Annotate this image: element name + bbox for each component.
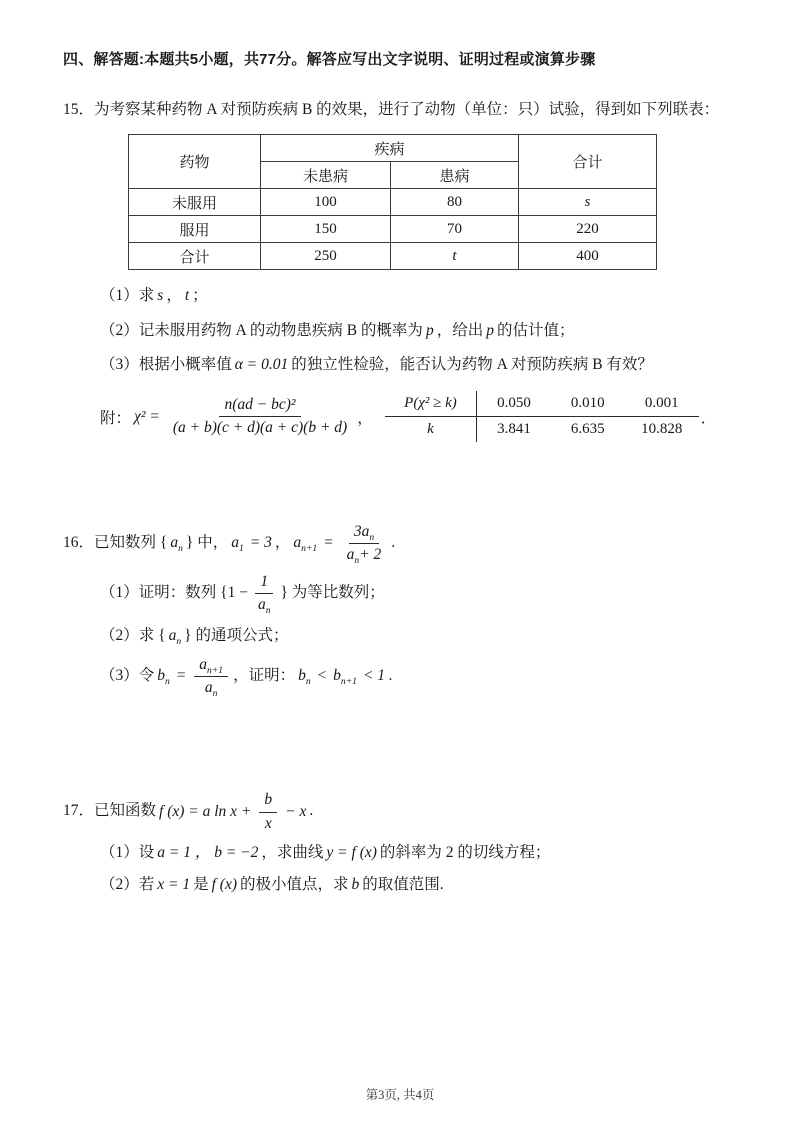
text-run: ； — [192, 287, 208, 305]
math-run: α = 0.01 — [234, 355, 289, 373]
question-15-2 — [100, 318, 758, 344]
text-run: 的斜率为 2 的切线方程； — [379, 843, 551, 861]
fraction-denominator — [342, 544, 387, 565]
row-label: 未服用 — [129, 189, 261, 216]
text-run: . — [309, 802, 314, 820]
question-17-2 — [100, 872, 758, 898]
text-run: 的极小值点，求 — [240, 876, 349, 894]
math-run: = — [323, 534, 334, 552]
fraction-denominator: (a + b)(c + d)(a + c)(b + d) — [172, 419, 348, 437]
fraction-numerator: n(ad − bc)² — [219, 395, 300, 417]
contingency-table — [128, 134, 657, 270]
text-run: } 中， — [185, 534, 229, 552]
math-run: f (x) — [211, 876, 238, 894]
math-run: − x — [285, 802, 307, 820]
subscript: n — [176, 635, 182, 647]
table-row — [129, 243, 657, 270]
fraction-numerator: 1 — [255, 572, 273, 594]
fraction-numerator: b — [259, 790, 277, 812]
th-ill: 患病 — [391, 162, 519, 189]
subscript: n — [178, 543, 183, 555]
math-run: + 2 — [359, 546, 382, 564]
math-run: f (x) = a ln x + — [159, 802, 252, 820]
chi-square-appendix — [100, 391, 758, 442]
math-var: b — [333, 667, 341, 685]
math-var: b — [351, 876, 360, 894]
table-row — [129, 216, 657, 243]
subscript: n — [265, 604, 271, 616]
cell-value: 10.828 — [641, 421, 683, 438]
cell-var-t: t — [391, 243, 519, 270]
math-var: a — [257, 595, 266, 613]
row-label: 服用 — [129, 216, 261, 243]
text-run: 16．已知数列 { — [63, 534, 168, 552]
math-var — [330, 667, 360, 688]
text-run: （1）证明：数列 {1 − — [100, 583, 248, 601]
cell-value: 100 — [261, 189, 391, 216]
math-var: p — [486, 321, 494, 339]
fraction-denominator — [200, 677, 223, 698]
math-var: a — [168, 626, 177, 644]
text-run: ， — [166, 287, 182, 305]
th-drug: 药物 — [129, 135, 261, 189]
fraction — [259, 790, 277, 833]
question-17-1 — [100, 840, 758, 866]
text-run: 17．已知函数 — [63, 802, 157, 820]
math-var — [154, 667, 173, 688]
chi-square-lhs: χ² = — [134, 407, 160, 425]
text-run: 的取值范围. — [362, 876, 444, 894]
problem-15 — [40, 95, 758, 442]
page-footer: 第3页, 共4页 — [365, 1088, 435, 1102]
math-var: a — [170, 534, 179, 552]
fraction — [194, 655, 228, 698]
text-run: } 为等比数列； — [280, 583, 385, 601]
math-run: a = 1 ， b = −2 — [157, 843, 259, 861]
math-var: t — [184, 287, 190, 305]
text-run: 是 — [193, 876, 209, 894]
subscript: n+1 — [340, 676, 357, 688]
text-run: （1）求 — [100, 287, 155, 305]
cell-value: 220 — [519, 216, 657, 243]
math-var — [167, 534, 186, 555]
table-row — [129, 189, 657, 216]
math-run: y = f (x) — [326, 843, 377, 861]
subscript: n+1 — [207, 665, 224, 677]
text-run: ， — [357, 409, 373, 427]
question-15-1 — [100, 283, 758, 309]
math-var — [166, 626, 185, 647]
subscript: n — [354, 555, 360, 567]
text-run: ， — [274, 534, 291, 552]
math-var — [290, 534, 320, 555]
question-16-2 — [100, 623, 758, 649]
fraction — [253, 572, 276, 615]
text-run: （3）根据小概率值 — [100, 355, 232, 373]
fraction-numerator — [194, 655, 228, 677]
text-run: 的独立性检验，能否认为药物 A 对预防疾病 B 有效？ — [291, 355, 653, 373]
text-run: ，证明： — [233, 667, 296, 685]
cell-value: 0.010 — [551, 391, 625, 417]
cell-value: 0.001 — [625, 391, 699, 417]
text-run: （2）求 { — [100, 626, 166, 644]
problem-16 — [40, 522, 758, 698]
question-15-3 — [100, 352, 758, 378]
math-var: s — [157, 287, 164, 305]
text-run: ，给出 — [436, 321, 484, 339]
critical-value-table — [385, 391, 699, 442]
text-run: （3）令 — [100, 667, 155, 685]
math-run: < — [316, 667, 328, 685]
math-var: b — [157, 667, 166, 685]
th-total: 合计 — [519, 135, 657, 189]
cell-value: 70 — [391, 216, 519, 243]
problem-15-intro: 15．为考察某种药物 A 对预防疾病 B 的效果，进行了动物（单位：只）试验，得到如下列联表： — [63, 101, 720, 118]
cell-value: 150 — [261, 216, 391, 243]
math-var: b — [298, 667, 306, 685]
math-var: a — [199, 656, 208, 674]
math-run: = 3 — [249, 534, 272, 552]
text-run: . — [391, 534, 396, 552]
math-run: x = 1 — [157, 876, 191, 894]
problem-16-intro — [63, 522, 758, 565]
fraction-numerator — [349, 522, 379, 544]
text-run: （1）设 — [100, 843, 155, 861]
subscript: 1 — [238, 543, 244, 555]
table-header-row — [129, 135, 657, 162]
th-disease: 疾病 — [261, 135, 519, 162]
subscript: n — [212, 688, 218, 700]
math-var: a — [204, 679, 213, 697]
row-label: 合计 — [129, 243, 261, 270]
subscript: n — [305, 676, 311, 688]
appendix-label: 附： — [100, 409, 132, 427]
cell-value: 250 — [261, 243, 391, 270]
subscript: n — [165, 676, 170, 688]
text-run: 的估计值； — [496, 321, 575, 339]
fraction — [342, 522, 387, 565]
cell-value: 0.050 — [477, 391, 551, 417]
math-var: a — [231, 534, 239, 552]
question-16-1 — [100, 572, 758, 615]
cell-value: 3.841 — [497, 421, 531, 438]
text-run: （2）若 — [100, 876, 155, 894]
math-var: a — [293, 534, 302, 552]
math-var: a — [346, 546, 355, 564]
math-run: < 1 . — [362, 667, 393, 685]
fraction-denominator — [253, 594, 276, 615]
text-run: ． — [700, 409, 717, 427]
cell-value: 6.635 — [570, 421, 605, 438]
cell-var-s: s — [519, 189, 657, 216]
math-var: 3a — [353, 523, 370, 541]
math-var: p — [425, 321, 434, 339]
table-row — [385, 391, 699, 417]
subscript: n+1 — [301, 543, 318, 555]
fraction-denominator: x — [264, 814, 272, 832]
section-header: 四、解答题:本题共5小题，共77分。解答应写出文字说明、证明过程或演算步骤 — [63, 51, 596, 68]
text-run: （2）记未服用药物 A 的动物患疾病 B 的概率为 — [100, 321, 423, 339]
math-run: = — [175, 667, 187, 685]
chi-square-fraction — [168, 395, 352, 438]
p-chi-header: P(χ² ≥ k) — [385, 391, 477, 417]
subscript: n — [369, 532, 375, 544]
math-var — [295, 667, 314, 688]
question-16-3 — [100, 655, 758, 698]
th-not-ill: 未患病 — [261, 162, 391, 189]
text-run: } 的通项公式； — [184, 626, 289, 644]
cell-value: 80 — [391, 189, 519, 216]
math-var — [228, 534, 247, 555]
problem-17 — [40, 790, 758, 898]
table-row — [385, 417, 699, 443]
problem-17-intro — [63, 790, 758, 833]
k-header: k — [385, 417, 477, 443]
text-run: ，求曲线 — [261, 843, 324, 861]
cell-value: 400 — [519, 243, 657, 270]
